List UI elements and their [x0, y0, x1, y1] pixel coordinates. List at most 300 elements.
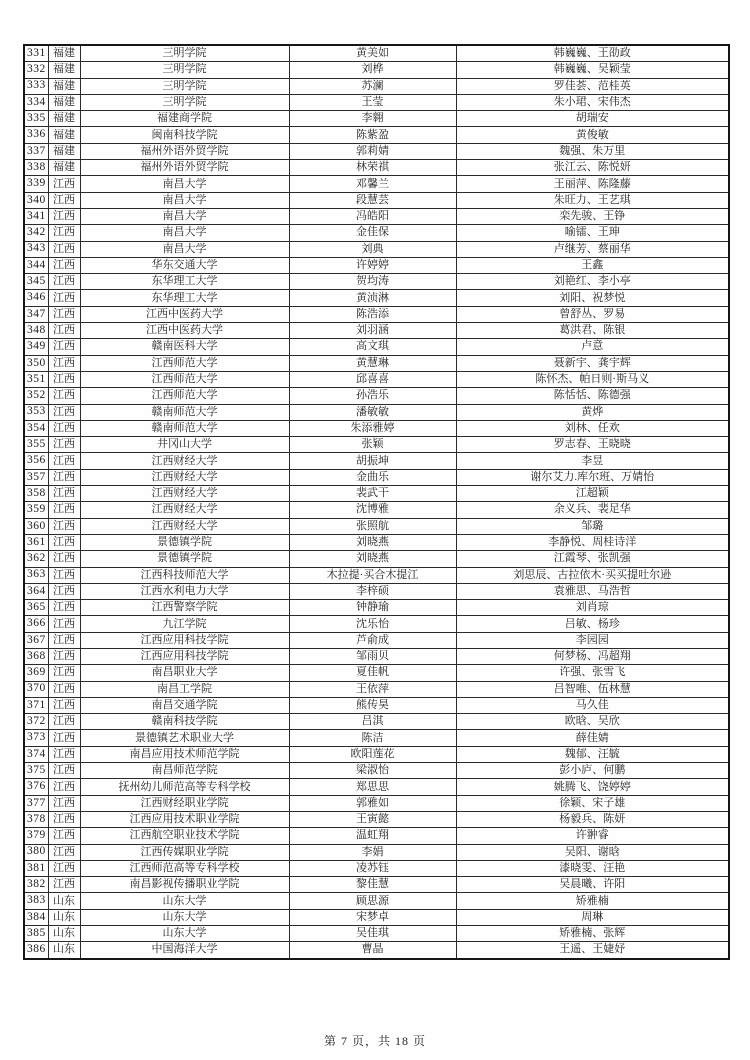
table-row — [24, 730, 729, 746]
row-number-cell: 385 — [24, 926, 48, 942]
row-number-cell: 376 — [24, 779, 48, 795]
school-cell: 江西财经大学 — [80, 486, 289, 502]
province-cell: 江西 — [48, 714, 80, 730]
school-cell: 景德镇艺术职业大学 — [80, 730, 289, 746]
advisors-cell: 薛佳婧 — [456, 730, 729, 746]
table-row — [24, 160, 729, 176]
row-number-cell: 379 — [24, 828, 48, 844]
table-row — [24, 551, 729, 567]
student-name-cell: 林荣祺 — [289, 160, 456, 176]
province-cell: 江西 — [48, 306, 80, 322]
row-number-cell: 372 — [24, 714, 48, 730]
row-number-cell: 345 — [24, 274, 48, 290]
table-row — [24, 94, 729, 110]
row-number-cell: 364 — [24, 583, 48, 599]
advisors-cell: 谢尔艾力.库尔班、万婧怡 — [456, 469, 729, 485]
province-cell: 江西 — [48, 404, 80, 420]
province-cell: 江西 — [48, 551, 80, 567]
advisors-cell: 魏郁、汪毓 — [456, 746, 729, 762]
student-name-cell: 刘晓燕 — [289, 534, 456, 550]
row-number-cell: 371 — [24, 697, 48, 713]
table-row — [24, 942, 729, 959]
table-row — [24, 486, 729, 502]
table-row — [24, 534, 729, 550]
province-cell: 江西 — [48, 420, 80, 436]
province-cell: 福建 — [48, 143, 80, 159]
student-name-cell: 金曲乐 — [289, 469, 456, 485]
school-cell: 福州外语外贸学院 — [80, 143, 289, 159]
row-number-cell: 350 — [24, 355, 48, 371]
student-name-cell: 木拉提·买合木提江 — [289, 567, 456, 583]
student-name-cell: 梁淑怡 — [289, 763, 456, 779]
table-row — [24, 225, 729, 241]
school-cell: 赣南科技学院 — [80, 714, 289, 730]
student-name-cell: 刘羽涵 — [289, 323, 456, 339]
province-cell: 福建 — [48, 62, 80, 78]
row-number-cell: 382 — [24, 877, 48, 893]
province-cell: 江西 — [48, 290, 80, 306]
province-cell: 福建 — [48, 45, 80, 62]
school-cell: 江西财经大学 — [80, 469, 289, 485]
school-cell: 南昌师范学院 — [80, 763, 289, 779]
row-number-cell: 344 — [24, 257, 48, 273]
row-number-cell: 368 — [24, 648, 48, 664]
student-name-cell: 顾思源 — [289, 893, 456, 909]
student-name-cell: 许婷婷 — [289, 257, 456, 273]
table-row — [24, 257, 729, 273]
table-row — [24, 795, 729, 811]
province-cell: 江西 — [48, 486, 80, 502]
row-number-cell: 332 — [24, 62, 48, 78]
province-cell: 江西 — [48, 225, 80, 241]
row-number-cell: 370 — [24, 681, 48, 697]
table-row — [24, 860, 729, 876]
advisors-cell: 卢意 — [456, 339, 729, 355]
table-row — [24, 583, 729, 599]
table-row — [24, 111, 729, 127]
student-name-cell: 温虹翔 — [289, 828, 456, 844]
advisors-cell: 罗志春、王晓晓 — [456, 437, 729, 453]
row-number-cell: 347 — [24, 306, 48, 322]
row-number-cell: 351 — [24, 371, 48, 387]
advisors-cell: 胡瑞安 — [456, 111, 729, 127]
province-cell: 江西 — [48, 665, 80, 681]
advisors-cell: 韩巍巍、吴颖莹 — [456, 62, 729, 78]
student-name-cell: 欧阳莲花 — [289, 746, 456, 762]
table-row — [24, 926, 729, 942]
advisors-cell: 朱小珺、宋伟杰 — [456, 94, 729, 110]
advisors-cell: 许强、张雪飞 — [456, 665, 729, 681]
advisors-cell: 江霞琴、张凯强 — [456, 551, 729, 567]
province-cell: 江西 — [48, 583, 80, 599]
school-cell: 南昌大学 — [80, 208, 289, 224]
row-number-cell: 337 — [24, 143, 48, 159]
student-name-cell: 芦俞成 — [289, 632, 456, 648]
table-row — [24, 290, 729, 306]
school-cell: 井冈山大学 — [80, 437, 289, 453]
table-row — [24, 469, 729, 485]
school-cell: 江西应用科技学院 — [80, 648, 289, 664]
province-cell: 江西 — [48, 877, 80, 893]
province-cell: 江西 — [48, 779, 80, 795]
school-cell: 江西科技师范大学 — [80, 567, 289, 583]
row-number-cell: 381 — [24, 860, 48, 876]
table-row — [24, 192, 729, 208]
student-name-cell: 苏澜 — [289, 78, 456, 94]
table-row — [24, 746, 729, 762]
row-number-cell: 365 — [24, 600, 48, 616]
table-row — [24, 404, 729, 420]
school-cell: 中国海洋大学 — [80, 942, 289, 959]
province-cell: 福建 — [48, 127, 80, 143]
province-cell: 江西 — [48, 518, 80, 534]
province-cell: 江西 — [48, 648, 80, 664]
school-cell: 景德镇学院 — [80, 551, 289, 567]
advisors-cell: 许翀睿 — [456, 828, 729, 844]
row-number-cell: 355 — [24, 437, 48, 453]
row-number-cell: 354 — [24, 420, 48, 436]
student-name-cell: 陈浩添 — [289, 306, 456, 322]
student-name-cell: 金佳保 — [289, 225, 456, 241]
table-row — [24, 779, 729, 795]
row-number-cell: 333 — [24, 78, 48, 94]
province-cell: 江西 — [48, 828, 80, 844]
advisors-cell: 陈恬恬、陈德强 — [456, 388, 729, 404]
row-number-cell: 380 — [24, 844, 48, 860]
table-row — [24, 62, 729, 78]
province-cell: 江西 — [48, 388, 80, 404]
advisors-cell: 刘思辰、古拉依木·买买提吐尔逊 — [456, 567, 729, 583]
student-name-cell: 王依萍 — [289, 681, 456, 697]
table-row — [24, 909, 729, 925]
student-name-cell: 冯皓阳 — [289, 208, 456, 224]
row-number-cell: 336 — [24, 127, 48, 143]
student-name-cell: 钟静瑜 — [289, 600, 456, 616]
advisors-cell: 栾先骏、王铮 — [456, 208, 729, 224]
student-name-cell: 王寅懿 — [289, 811, 456, 827]
province-cell: 江西 — [48, 681, 80, 697]
table-row — [24, 241, 729, 257]
student-name-cell: 贺均涛 — [289, 274, 456, 290]
row-number-cell: 348 — [24, 323, 48, 339]
school-cell: 江西师范大学 — [80, 371, 289, 387]
student-name-cell: 吕淇 — [289, 714, 456, 730]
province-cell: 江西 — [48, 600, 80, 616]
province-cell: 山东 — [48, 942, 80, 959]
school-cell: 江西应用技术职业学院 — [80, 811, 289, 827]
school-cell: 景德镇学院 — [80, 534, 289, 550]
school-cell: 山东大学 — [80, 909, 289, 925]
province-cell: 江西 — [48, 437, 80, 453]
student-name-cell: 黄浈淋 — [289, 290, 456, 306]
province-cell: 江西 — [48, 502, 80, 518]
table-row — [24, 45, 729, 62]
table-row — [24, 893, 729, 909]
table-row — [24, 143, 729, 159]
row-number-cell: 357 — [24, 469, 48, 485]
advisors-cell: 罗佳荟、范桂英 — [456, 78, 729, 94]
school-cell: 抚州幼儿师范高等专科学校 — [80, 779, 289, 795]
student-name-cell: 潘敏敏 — [289, 404, 456, 420]
table-row — [24, 763, 729, 779]
row-number-cell: 366 — [24, 616, 48, 632]
school-cell: 南昌大学 — [80, 192, 289, 208]
advisors-cell: 刘林、任欢 — [456, 420, 729, 436]
province-cell: 江西 — [48, 453, 80, 469]
table-row — [24, 339, 729, 355]
table-row — [24, 78, 729, 94]
advisors-cell: 矫雅楠 — [456, 893, 729, 909]
province-cell: 江西 — [48, 241, 80, 257]
table-row — [24, 127, 729, 143]
school-cell: 江西财经大学 — [80, 453, 289, 469]
province-cell: 江西 — [48, 730, 80, 746]
advisors-cell: 彭小庐、何鹏 — [456, 763, 729, 779]
table-row — [24, 877, 729, 893]
student-name-cell: 刘晓燕 — [289, 551, 456, 567]
advisors-cell: 聂新宇、龚宇辉 — [456, 355, 729, 371]
school-cell: 江西应用科技学院 — [80, 632, 289, 648]
row-number-cell: 356 — [24, 453, 48, 469]
advisors-cell: 魏强、朱万里 — [456, 143, 729, 159]
table-row — [24, 600, 729, 616]
advisors-cell: 刘阳、祝梦悦 — [456, 290, 729, 306]
advisors-cell: 葛洪君、陈银 — [456, 323, 729, 339]
province-cell: 江西 — [48, 176, 80, 192]
school-cell: 南昌大学 — [80, 176, 289, 192]
student-name-cell: 凌苏钰 — [289, 860, 456, 876]
school-cell: 闽南科技学院 — [80, 127, 289, 143]
row-number-cell: 358 — [24, 486, 48, 502]
row-number-cell: 341 — [24, 208, 48, 224]
province-cell: 福建 — [48, 160, 80, 176]
school-cell: 山东大学 — [80, 893, 289, 909]
student-name-cell: 邱喜喜 — [289, 371, 456, 387]
table-row — [24, 811, 729, 827]
advisors-cell: 王丽萍、陈隆藤 — [456, 176, 729, 192]
student-name-cell: 黎佳慧 — [289, 877, 456, 893]
province-cell: 江西 — [48, 371, 80, 387]
province-cell: 福建 — [48, 94, 80, 110]
table-row — [24, 274, 729, 290]
school-cell: 江西财经职业学院 — [80, 795, 289, 811]
province-cell: 山东 — [48, 926, 80, 942]
advisors-cell: 姚腾飞、饶婷婷 — [456, 779, 729, 795]
table-row — [24, 323, 729, 339]
advisors-cell: 刘艳红、李小亭 — [456, 274, 729, 290]
student-name-cell: 宋梦卓 — [289, 909, 456, 925]
advisors-cell: 王遥、王婕妤 — [456, 942, 729, 959]
province-cell: 江西 — [48, 339, 80, 355]
province-cell: 江西 — [48, 844, 80, 860]
province-cell: 江西 — [48, 795, 80, 811]
table-row — [24, 420, 729, 436]
school-cell: 福州外语外贸学院 — [80, 160, 289, 176]
student-name-cell: 吴佳琪 — [289, 926, 456, 942]
student-name-cell: 夏佳帆 — [289, 665, 456, 681]
advisors-cell: 刘肖琼 — [456, 600, 729, 616]
table-row — [24, 502, 729, 518]
school-cell: 南昌大学 — [80, 241, 289, 257]
student-name-cell: 熊传昊 — [289, 697, 456, 713]
advisors-cell: 黄俊敏 — [456, 127, 729, 143]
advisors-cell: 张江云、陈悦妍 — [456, 160, 729, 176]
province-cell: 福建 — [48, 111, 80, 127]
student-name-cell: 刘典 — [289, 241, 456, 257]
advisors-cell: 欧晗、吴欣 — [456, 714, 729, 730]
school-cell: 东华理工大学 — [80, 290, 289, 306]
advisors-cell: 江超颖 — [456, 486, 729, 502]
advisors-cell: 杨毅兵、陈妍 — [456, 811, 729, 827]
table-row — [24, 632, 729, 648]
row-number-cell: 373 — [24, 730, 48, 746]
student-name-cell: 胡振坤 — [289, 453, 456, 469]
province-cell: 江西 — [48, 567, 80, 583]
advisors-cell: 周琳 — [456, 909, 729, 925]
name-list-table — [23, 44, 730, 960]
province-cell: 江西 — [48, 632, 80, 648]
row-number-cell: 386 — [24, 942, 48, 959]
advisors-cell: 邹璐 — [456, 518, 729, 534]
table-row — [24, 306, 729, 322]
province-cell: 江西 — [48, 208, 80, 224]
row-number-cell: 367 — [24, 632, 48, 648]
student-name-cell: 孙浩乐 — [289, 388, 456, 404]
advisors-cell: 李园园 — [456, 632, 729, 648]
student-name-cell: 李娟 — [289, 844, 456, 860]
row-number-cell: 375 — [24, 763, 48, 779]
advisors-cell: 吕智唯、伍林慧 — [456, 681, 729, 697]
advisors-cell: 吴阳、谢晗 — [456, 844, 729, 860]
school-cell: 赣南医科大学 — [80, 339, 289, 355]
school-cell: 南昌影视传播职业学院 — [80, 877, 289, 893]
school-cell: 江西传媒职业学院 — [80, 844, 289, 860]
table-row — [24, 681, 729, 697]
row-number-cell: 340 — [24, 192, 48, 208]
school-cell: 江西航空职业技术学院 — [80, 828, 289, 844]
school-cell: 江西中医药大学 — [80, 323, 289, 339]
student-name-cell: 李翱 — [289, 111, 456, 127]
advisors-cell: 李静悦、周桂诗洋 — [456, 534, 729, 550]
school-cell: 南昌职业大学 — [80, 665, 289, 681]
school-cell: 南昌应用技术师范学院 — [80, 746, 289, 762]
school-cell: 赣南师范大学 — [80, 420, 289, 436]
province-cell: 江西 — [48, 469, 80, 485]
student-name-cell: 沈乐怡 — [289, 616, 456, 632]
table-row — [24, 437, 729, 453]
student-name-cell: 高文琪 — [289, 339, 456, 355]
advisors-cell: 朱旺力、王艺琪 — [456, 192, 729, 208]
student-name-cell: 陈洁 — [289, 730, 456, 746]
table-row — [24, 844, 729, 860]
table-row — [24, 371, 729, 387]
province-cell: 江西 — [48, 763, 80, 779]
school-cell: 华东交通大学 — [80, 257, 289, 273]
province-cell: 江西 — [48, 746, 80, 762]
school-cell: 山东大学 — [80, 926, 289, 942]
table-row — [24, 355, 729, 371]
school-cell: 三明学院 — [80, 94, 289, 110]
school-cell: 江西财经大学 — [80, 502, 289, 518]
table-row — [24, 208, 729, 224]
province-cell: 江西 — [48, 274, 80, 290]
advisors-cell: 袁雅思、马浩哲 — [456, 583, 729, 599]
row-number-cell: 384 — [24, 909, 48, 925]
province-cell: 江西 — [48, 616, 80, 632]
student-name-cell: 裴武干 — [289, 486, 456, 502]
province-cell: 山东 — [48, 893, 80, 909]
advisors-cell: 吴晨曦、许阳 — [456, 877, 729, 893]
row-number-cell: 349 — [24, 339, 48, 355]
advisors-cell: 黄烨 — [456, 404, 729, 420]
advisors-cell: 李昱 — [456, 453, 729, 469]
row-number-cell: 360 — [24, 518, 48, 534]
row-number-cell: 335 — [24, 111, 48, 127]
row-number-cell: 362 — [24, 551, 48, 567]
school-cell: 东华理工大学 — [80, 274, 289, 290]
advisors-cell: 余义兵、裴足华 — [456, 502, 729, 518]
row-number-cell: 378 — [24, 811, 48, 827]
province-cell: 江西 — [48, 811, 80, 827]
school-cell: 江西师范大学 — [80, 388, 289, 404]
school-cell: 江西水利电力大学 — [80, 583, 289, 599]
student-name-cell: 曹晶 — [289, 942, 456, 959]
table-body — [24, 45, 729, 959]
school-cell: 三明学院 — [80, 45, 289, 62]
student-name-cell: 邹雨贝 — [289, 648, 456, 664]
school-cell: 九江学院 — [80, 616, 289, 632]
student-name-cell: 沈博雅 — [289, 502, 456, 518]
row-number-cell: 374 — [24, 746, 48, 762]
table-row — [24, 388, 729, 404]
advisors-cell: 漆晓雯、汪艳 — [456, 860, 729, 876]
student-name-cell: 刘桦 — [289, 62, 456, 78]
school-cell: 南昌交通学院 — [80, 697, 289, 713]
row-number-cell: 383 — [24, 893, 48, 909]
page-number-footer: 第 7 页，共 18 页 — [323, 1034, 426, 1048]
province-cell: 江西 — [48, 257, 80, 273]
advisors-cell: 马久佳 — [456, 697, 729, 713]
table-row — [24, 828, 729, 844]
student-name-cell: 郑思思 — [289, 779, 456, 795]
school-cell: 江西警察学院 — [80, 600, 289, 616]
row-number-cell: 338 — [24, 160, 48, 176]
advisors-cell: 何梦杨、冯超翔 — [456, 648, 729, 664]
student-name-cell: 张照航 — [289, 518, 456, 534]
school-cell: 三明学院 — [80, 78, 289, 94]
school-cell: 南昌工学院 — [80, 681, 289, 697]
school-cell: 三明学院 — [80, 62, 289, 78]
row-number-cell: 343 — [24, 241, 48, 257]
province-cell: 江西 — [48, 534, 80, 550]
province-cell: 江西 — [48, 192, 80, 208]
student-name-cell: 黄慧琳 — [289, 355, 456, 371]
table-row — [24, 648, 729, 664]
student-name-cell: 王莹 — [289, 94, 456, 110]
table-row — [24, 518, 729, 534]
school-cell: 福建商学院 — [80, 111, 289, 127]
row-number-cell: 342 — [24, 225, 48, 241]
school-cell: 江西师范高等专科学校 — [80, 860, 289, 876]
table-row — [24, 567, 729, 583]
school-cell: 南昌大学 — [80, 225, 289, 241]
row-number-cell: 331 — [24, 45, 48, 62]
row-number-cell: 361 — [24, 534, 48, 550]
advisors-cell: 卢继芳、蔡丽华 — [456, 241, 729, 257]
province-cell: 山东 — [48, 909, 80, 925]
advisors-cell: 陈怀杰、帕日则·斯马义 — [456, 371, 729, 387]
advisors-cell: 曾舒丛、罗易 — [456, 306, 729, 322]
